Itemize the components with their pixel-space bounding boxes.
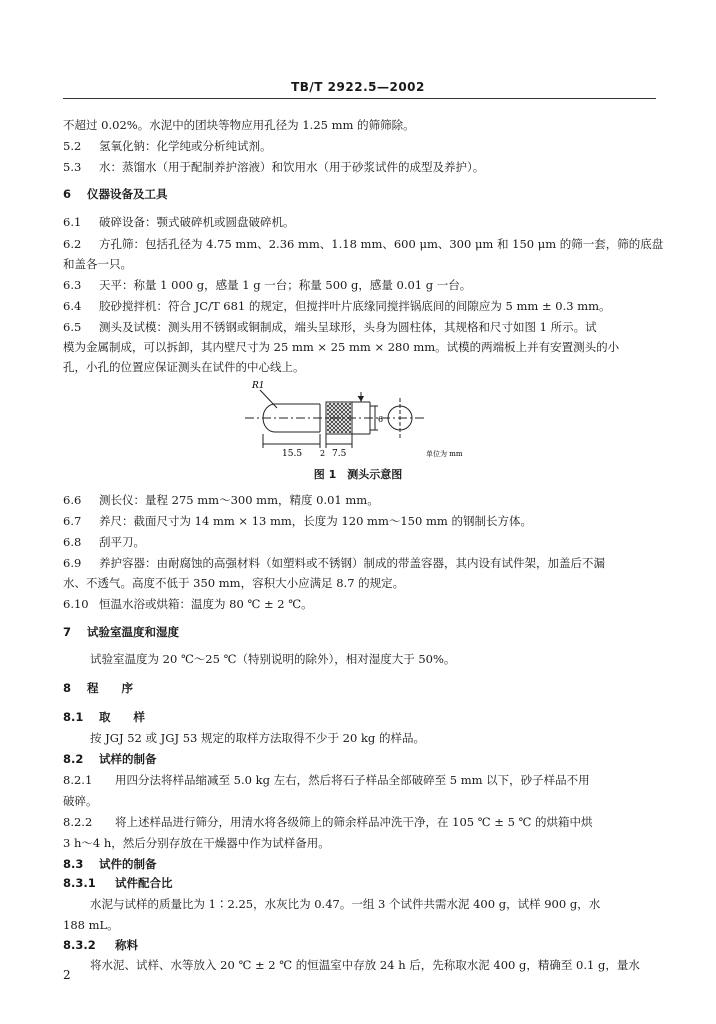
clause-6-10: 6.10 恒温水浴或烘箱：温度为 80 ℃ ± 2 ℃。 xyxy=(63,597,313,611)
subsection-heading-8-1: 8.1 取 样 xyxy=(63,710,145,724)
text-line: 按 JGJ 52 或 JGJ 53 规定的取样方法取得不少于 20 kg 的样品。 xyxy=(90,731,425,745)
dim-label: 2 xyxy=(320,449,326,458)
subsection-heading-8-3-2: 8.3.2 称料 xyxy=(63,938,138,952)
page-header: TB/T 2922.5—2002 xyxy=(291,80,425,94)
text-line: 不超过 0.02%。水泥中的团块等物应用孔径为 1.25 mm 的筛筛除。 xyxy=(63,118,415,132)
text-line: 将水泥、试样、水等放入 20 ℃ ± 2 ℃ 的恒温室中存放 24 h 后，先称取水泥 400 g，精确至 0.1 g，量水 xyxy=(90,958,640,972)
text-line: 3 h～4 h，然后分别存放在干燥器中作为试样备用。 xyxy=(63,836,330,850)
text-line: 水、不透气。高度不低于 350 mm，容积大小应满足 8.7 的规定。 xyxy=(63,576,405,590)
text-line: 孔，小孔的位置应保证测头在试件的中心线上。 xyxy=(63,360,305,374)
clause-6-5: 6.5 测头及试模：测头用不锈钢或铜制成，端头呈球形，头身为圆柱体，其规格和尺寸如图 1 所示。试 xyxy=(63,320,597,334)
page-number: 2 xyxy=(63,968,71,982)
clause-6-9: 6.9 养护容器：由耐腐蚀的高强材料（如塑料或不锈钢）制成的带盖容器，其内设有试件架，加盖后不漏 xyxy=(63,556,605,570)
clause-8-2-2: 8.2.2 将上述样品进行筛分，用清水将各级筛上的筛余样品冲洗干净，在 105 ℃ ± 5 ℃ 的烘箱中烘 xyxy=(63,815,593,829)
clause-5-2: 5.2 氢氧化钠：化学纯或分析纯试剂。 xyxy=(63,139,272,153)
dim-label: 7.5 xyxy=(332,449,347,459)
clause-6-2: 6.2 方孔筛：包括孔径为 4.75 mm、2.36 mm、1.18 mm、600 μm、300 μm 和 150 μm 的筛一套，筛的底盘 xyxy=(63,237,664,251)
text-line: 和盖各一只。 xyxy=(63,257,132,271)
clause-6-6: 6.6 测长仪：量程 275 mm～300 mm，精度 0.01 mm。 xyxy=(63,493,379,507)
text-line: 水泥与试样的质量比为 1∶2.25，水灰比为 0.47。一组 3 个试件共需水泥 400 g，试样 900 g，水 xyxy=(90,897,601,911)
text-line: 破碎。 xyxy=(63,794,98,808)
radius-label: R1 xyxy=(252,381,265,391)
subsection-heading-8-2: 8.2 试样的制备 xyxy=(63,752,157,766)
probe-figure xyxy=(230,376,470,460)
clause-6-7: 6.7 养尺：截面尺寸为 14 mm × 13 mm，长度为 120 mm～150 mm 的钢制长方体。 xyxy=(63,514,532,528)
clause-6-4: 6.4 胶砂搅拌机：符合 JC/T 681 的规定，但搅拌叶片底缘同搅拌锅底间的间隙应为 5 mm ± 0.3 mm。 xyxy=(63,299,611,313)
subsection-heading-8-3-1: 8.3.1 试件配合比 xyxy=(63,876,173,890)
text-line: 188 mL。 xyxy=(63,918,119,932)
clause-6-3: 6.3 天平：称量 1 000 g，感量 1 g 一台；称量 500 g，感量 0.01 g 一台。 xyxy=(63,278,472,292)
section-heading-8: 8 程 序 xyxy=(63,681,133,695)
subsection-heading-8-3: 8.3 试件的制备 xyxy=(63,857,157,871)
section-heading-6: 6 仪器设备及工具 xyxy=(63,187,168,201)
dim-label: 6 xyxy=(378,415,384,424)
clause-8-2-1: 8.2.1 用四分法将样品缩减至 5.0 kg 左右，然后将石子样品全部破碎至 5 mm 以下，砂子样品不用 xyxy=(63,773,590,787)
clause-6-8: 6.8 刮平刀。 xyxy=(63,535,145,549)
section-heading-7: 7 试验室温度和湿度 xyxy=(63,625,179,639)
header-rule xyxy=(63,98,656,99)
clause-6-1: 6.1 破碎设备：颚式破碎机或圆盘破碎机。 xyxy=(63,215,295,229)
unit-label: 单位为 mm xyxy=(426,450,463,458)
text-line: 试验室温度为 20 ℃～25 ℃（特别说明的除外），相对湿度大于 50%。 xyxy=(90,652,456,666)
figure-caption: 图 1 测头示意图 xyxy=(313,468,403,481)
dim-label: 15.5 xyxy=(282,449,303,459)
text-line: 模为金属制成，可以拆卸，其内壁尺寸为 25 mm × 25 mm × 280 mm。试模的两端板上并有安置测头的小 xyxy=(63,340,620,354)
clause-5-3: 5.3 水：蒸馏水（用于配制养护溶液）和饮用水（用于砂浆试件的成型及养护）。 xyxy=(63,160,485,174)
